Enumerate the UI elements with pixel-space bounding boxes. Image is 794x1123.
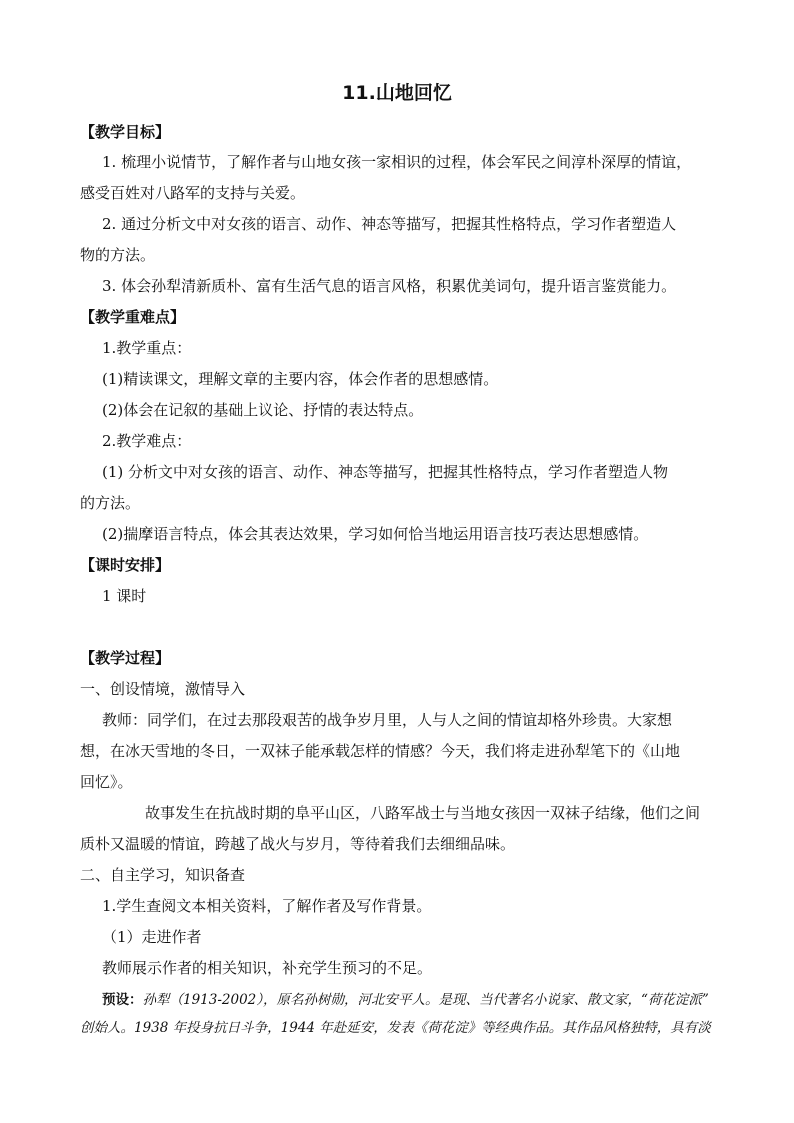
- part-1-heading: 一、创设情境，激情导入: [80, 680, 246, 698]
- intro-para-1-line-2: 想，在冰天雪地的冬日，一双袜子能承载怎样的情感？今天，我们将走进孙犁笔下的《山地: [80, 742, 681, 760]
- intro-para-2-line-1: 故事发生在抗战时期的阜平山区，八路军战士与当地女孩因一双袜子结缘，他们之间: [145, 804, 701, 822]
- difficulty-label: 2.教学难点：: [102, 432, 192, 450]
- goal-2-line-1: 2. 通过分析文中对女孩的语言、动作、神态等描写，把握其性格特点，学习作者塑造人: [102, 215, 677, 233]
- process-heading: 【教学过程】: [80, 649, 171, 667]
- schedule-value: 1 课时: [102, 587, 147, 605]
- preview-label: 预设：: [102, 992, 143, 1008]
- key-point-1: (1)精读课文，理解文章的主要内容，体会作者的思想感情。: [102, 370, 499, 388]
- preview-line-1: [102, 990, 709, 1010]
- key-points-heading: 【教学重难点】: [80, 308, 186, 326]
- difficulty-1-line-1: (1) 分析文中对女孩的语言、动作、神态等描写，把握其性格特点，学习作者塑造人物: [102, 463, 669, 481]
- intro-para-1-line-1: 教师：同学们，在过去那段艰苦的战争岁月里，人与人之间的情谊却格外珍贵。大家想: [102, 711, 673, 729]
- study-step-1: 1.学生查阅文本相关资料，了解作者及写作背景。: [102, 897, 432, 915]
- key-points-label: 1.教学重点：: [102, 339, 192, 357]
- goals-heading: 【教学目标】: [80, 123, 171, 141]
- study-step-1-desc: 教师展示作者的相关知识，补充学生预习的不足。: [102, 959, 433, 977]
- part-2-heading: 二、自主学习，知识备查: [80, 866, 246, 884]
- goal-3-line-1: 3. 体会孙犁清新质朴、富有生活气息的语言风格，积累优美词句，提升语言鉴赏能力。: [102, 277, 677, 295]
- intro-para-2-line-2: 质朴又温暖的情谊，跨越了战火与岁月，等待着我们去细细品味。: [80, 835, 516, 853]
- difficulty-1-line-2: 的方法。: [80, 494, 141, 512]
- preview-line-2: 创始人。1938 年投身抗日斗争，1944 年赴延安，发表《荷花淀》等经典作品。其作品风格独特，具有淡: [80, 1020, 711, 1036]
- preview-text-1: 孙犁（1913-2002），原名孙树勋，河北安平人。是现、当代著名小说家、散文家，“荷花淀派”: [142, 992, 709, 1008]
- schedule-heading: 【课时安排】: [80, 556, 171, 574]
- key-point-2: (2)体会在记叙的基础上议论、抒情的表达特点。: [102, 401, 424, 419]
- study-step-1-sub: （1）走进作者: [102, 928, 202, 946]
- document-title: 11.山地回忆: [342, 82, 452, 104]
- intro-para-1-line-3: 回忆》。: [80, 773, 133, 791]
- goal-2-line-2: 物的方法。: [80, 246, 156, 264]
- goal-1-line-1: 1. 梳理小说情节，了解作者与山地女孩一家相识的过程，体会军民之间淳朴深厚的情谊，: [102, 153, 692, 171]
- goal-1-line-2: 感受百姓对八路军的支持与关爱。: [80, 184, 306, 202]
- difficulty-2: (2)揣摩语言特点，体会其表达效果，学习如何恰当地运用语言技巧表达思想感情。: [102, 525, 649, 543]
